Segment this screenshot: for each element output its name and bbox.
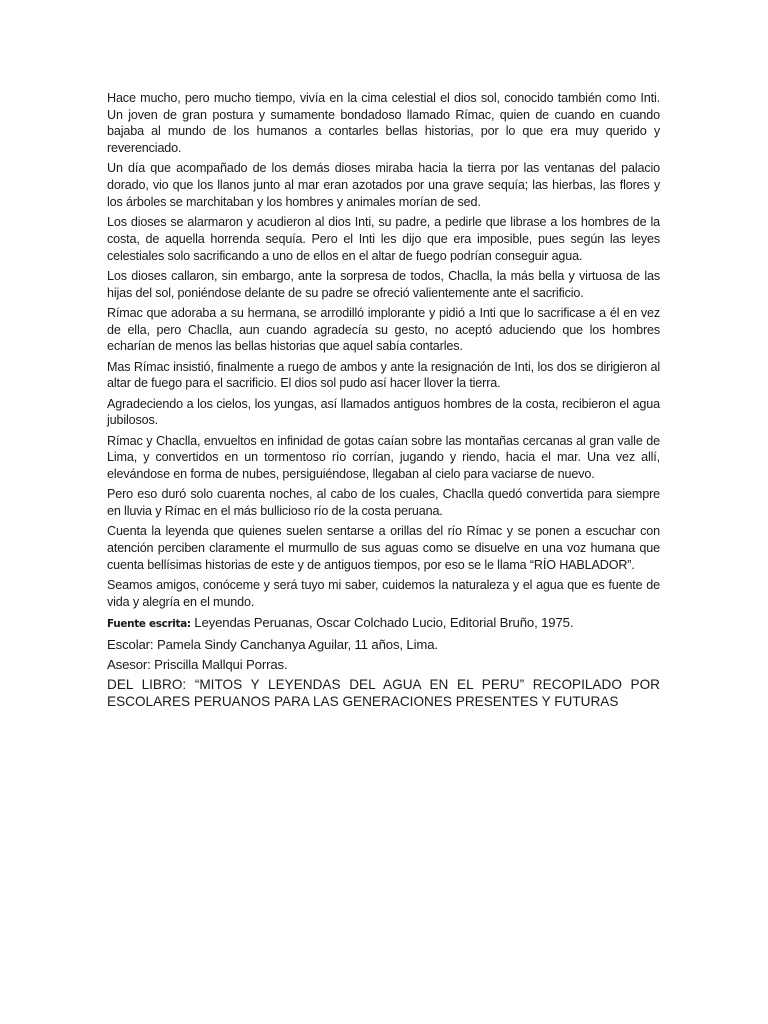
source-citation bbox=[107, 614, 660, 633]
story-paragraph-4: Los dioses callaron, sin embargo, ante la sorpresa de todos, Chaclla, la más bella y virtuosa de las hijas del sol, poniéndose delante de su padre se ofreció valientemente ante el sacrificio. bbox=[107, 268, 660, 300]
story-paragraph-2: Un día que acompañado de los demás dioses miraba hacia la tierra por las ventanas del palacio dorado, vio que los llanos junto al mar eran azotados por una grave sequía; las hierbas, las flores y los árboles se marchitaban y los hombres y animales morían de sed. bbox=[107, 161, 660, 209]
story-paragraph-3: Los dioses se alarmaron y acudieron al dios Inti, su padre, a pedirle que librase a los hombres de la costa, de aquella horrenda sequía. Pero el Inti les dijo que era imposible, pues según las leyes celestiales solo sacrificando a uno de ellos en el altar de fuego podrían conseguir agua. bbox=[107, 215, 660, 263]
book-note: DEL LIBRO: “MITOS Y LEYENDAS DEL AGUA EN EL PERU” RECOPILADO POR ESCOLARES PERUANOS PARA LAS GENERACIONES PRESENTES Y FUTURAS bbox=[107, 676, 660, 710]
story-paragraph-8: Rímac y Chaclla, envueltos en infinidad de gotas caían sobre las montañas cercanas al gran valle de Lima, y convertidos en un tormentoso río corrían, jugando y riendo, hacia el mar. Una vez allí, elevándose en forma de nubes, persiguiéndose, llegaban al cielo para vaciarse de nuevo. bbox=[107, 433, 660, 481]
advisor-credit: Asesor: Priscilla Mallqui Porras. bbox=[107, 656, 288, 672]
story-paragraph-10: Cuenta la leyenda que quienes suelen sentarse a orillas del río Rímac y se ponen a escuchar con atención perciben claramente el murmullo de sus aguas como se disuelve en una voz humana que cuenta bellísimas historias de este y de antiguos tiempos, por eso se le llama “RÍO HABLADOR”. bbox=[107, 524, 660, 572]
story-paragraph-7: Agradeciendo a los cielos, los yungas, así llamados antiguos hombres de la costa, recibieron el agua jubilosos. bbox=[107, 396, 660, 428]
story-paragraph-5: Rímac que adoraba a su hermana, se arrodilló implorante y pidió a Inti que lo sacrificase a él en vez de ella, pero Chaclla, aun cuando agradecía su gesto, no aceptó aduciendo que los hombres echarían de menos las bellas historias que aquel sabía contarles. bbox=[107, 305, 660, 354]
source-label: Fuente escrita: bbox=[107, 617, 191, 630]
source-text: Leyendas Peruanas, Oscar Colchado Lucio, Editorial Bruño, 1975. bbox=[190, 614, 574, 630]
story-paragraph-11: Seamos amigos, conóceme y será tuyo mi saber, cuidemos la naturaleza y el agua que es fuente de vida y alegría en el mundo. bbox=[107, 577, 660, 609]
student-credit: Escolar: Pamela Sindy Canchanya Aguilar, 11 años, Lima. bbox=[107, 636, 438, 652]
story-paragraph-6: Mas Rímac insistió, finalmente a ruego de ambos y ante la resignación de Inti, los dos se dirigieron al altar de fuego para el sacrificio. El dios sol pudo así hacer llover la tierra. bbox=[107, 359, 660, 391]
story-paragraph-9: Pero eso duró solo cuarenta noches, al cabo de los cuales, Chaclla quedó convertida para siempre en lluvia y Rímac en el más bullicioso río de la costa peruana. bbox=[107, 487, 660, 518]
document-page bbox=[107, 90, 660, 711]
story-paragraph-1: Hace mucho, pero mucho tiempo, vivía en la cima celestial el dios sol, conocido también como Inti. Un joven de gran postura y sumamente bondadoso llamado Rímac, quien de cuando en cuando bajaba al mundo de los humanos a contarles bellas historias, por lo que era muy querido y reverenciado. bbox=[107, 91, 660, 156]
